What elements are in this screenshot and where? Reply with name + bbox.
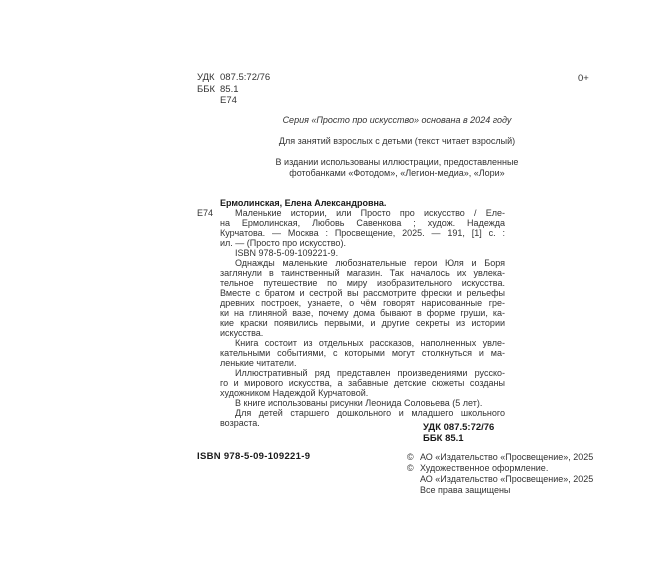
copyright-symbol [407, 485, 420, 496]
entry-line: Маленькие истории, или Просто про искусство / Еле- [235, 208, 505, 218]
copyright-row [407, 474, 593, 485]
photo-credits-note [192, 157, 602, 178]
copyright-row [407, 463, 593, 474]
annotation-paragraph [220, 398, 505, 408]
isbn-bottom: ISBN 978-5-09-109221-9 [197, 451, 311, 462]
copyright-symbol [407, 474, 420, 485]
annotation [220, 258, 505, 428]
usage-note: Для занятий взрослых с детьми (текст читает взрослый) [278, 136, 516, 146]
annotation-line: древних построек, узнаете, о чём говорят нарисованные гре- [220, 298, 505, 308]
copyright-row [407, 452, 593, 463]
annotation-line: художником Надеждой Курчатовой. [220, 388, 369, 398]
annotation-line: возраста. [220, 418, 260, 428]
copyright-symbol: © [407, 452, 414, 462]
annotation-line: В книге использованы рисунки Леонида Соловьева (5 лет). [235, 398, 483, 408]
copyright-text: Художественное оформление. [420, 463, 549, 473]
classification-label [197, 95, 220, 107]
annotation-line: го и мирового искусства, а забавные детские сюжеты созданы [220, 378, 505, 388]
photo-credits-line: В издании использованы иллюстрации, предоставленные [275, 157, 519, 167]
entry-author-code: Е74 [197, 208, 214, 218]
bottom-classification-line: УДК 087.5:72/76 [423, 422, 495, 433]
annotation-line: Книга состоит из отдельных рассказов, наполненных увле- [235, 338, 505, 348]
copyright-row [407, 485, 593, 496]
copyright-text: АО «Издательство «Просвещение», 2025 [420, 474, 594, 484]
top-classification-block [197, 72, 270, 107]
copyright-text: АО «Издательство «Просвещение», 2025 [420, 452, 594, 462]
annotation-line: искусства. [220, 328, 264, 338]
bottom-classification-line: ББК 85.1 [423, 433, 464, 444]
classification-row [197, 84, 270, 96]
classification-label: УДК [197, 72, 215, 83]
entry-line: Курчатова. — Москва : Просвещение, 2025. — 191, [1] с. : [220, 228, 505, 238]
annotation-line: Для детей старшего дошкольного и младшего школьного [235, 408, 505, 418]
annotation-line: кательными событиями, с которыми могут столкнуться и ма- [220, 348, 505, 358]
entry-line: ил. — (Просто про искусство). [220, 238, 346, 248]
copyright-text: Все права защищены [420, 485, 511, 495]
annotation-line: ки на глиняной вазе, почему дома бывают в форме груши, ка- [220, 308, 505, 318]
annotation-line: Вместе с братом и сестрой вы рассмотрите фрески и рельефы [220, 288, 505, 298]
annotation-paragraph [220, 258, 505, 338]
classification-value: 087.5:72/76 [220, 72, 271, 83]
annotation-paragraph [220, 368, 505, 398]
catalog-card-column [220, 198, 505, 428]
annotation-line: заглянули в таинственный магазин. Так началось их увлека- [220, 268, 505, 278]
annotation-line: тельное путешествие по миру изобразительного искусства. [220, 278, 505, 288]
classification-value: Е74 [220, 95, 237, 106]
annotation-paragraph [220, 338, 505, 368]
photo-credits-line: фотобанками «Фотодом», «Легион-медиа», «Лори» [289, 167, 505, 178]
entry-line: на Ермолинская, Любовь Савенкова ; худож. Надежда [220, 218, 505, 228]
classification-value: 85.1 [220, 83, 239, 95]
annotation-line: ленькие читатели. [220, 358, 297, 368]
age-rating-badge: 0+ [578, 73, 589, 84]
classification-row [197, 95, 270, 107]
annotation-line: Иллюстративный ряд представлен произведениями русско- [235, 368, 505, 378]
classification-label: ББК [197, 83, 216, 95]
series-note: Серия «Просто про искусство» основана в 2024 году [282, 115, 512, 125]
bibliographic-entry [220, 208, 505, 248]
annotation-line: кие краски появились первыми, и другие секреты из истории [220, 318, 505, 328]
classification-row [197, 72, 270, 84]
copyright-block [407, 452, 593, 496]
isbn-note: ISBN 978-5-09-109221-9. [235, 248, 339, 258]
copyright-symbol: © [407, 463, 414, 473]
bottom-classification-block [423, 422, 494, 444]
annotation-line: Однажды маленькие любознательные герои Юля и Боря [235, 258, 505, 268]
author-heading: Ермолинская, Елена Александровна. [220, 198, 387, 208]
